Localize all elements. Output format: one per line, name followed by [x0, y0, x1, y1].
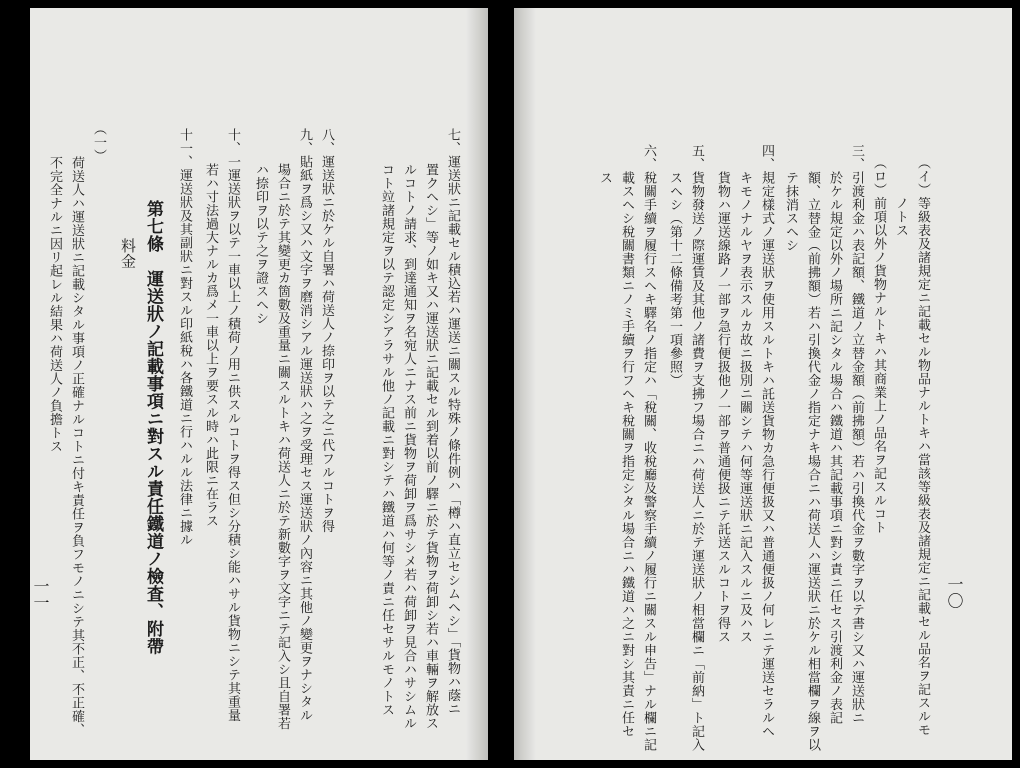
right-col-10: 貨物ハ運送線路ノ一部ヲ急行便扱他ノ一部ヲ普通便扱ニテ託送スルコトヲ得ス: [715, 144, 730, 644]
right-col-3: （ロ）前項以外ノ貨物ナルトキハ其商業上ノ品名ヲ記スルコト: [871, 156, 886, 534]
right-col-12: スヘシ（第十二條備考第一項參照）: [667, 144, 682, 387]
left-col-7: 場合ニ於テ其變更カ箇數及重量ニ關スルトキハ荷送人ニ於テ新數字ヲ文字ニテ記入シ且自署若: [275, 136, 290, 730]
left-page: [30, 8, 488, 760]
right-col-8: 四、規定樣式ノ運送狀ヲ使用スルトキハ託送貨物カ急行便扱又ハ普通便扱ノ何レニテ運送セラルヘ: [759, 144, 774, 738]
right-col-14: 載スヘシ稅關書類ニノミ手續ヲ行フヘキ稅關ヲ指定シタル場合ニハ鐵道ハ之ニ對シ其責ニ任セ: [619, 144, 634, 738]
right-col-1: （イ）等級表及諸規定ニ記載セル物品ナルトキハ當該等級表及諸規定ニ記載セル品名ヲ記スルモ: [915, 156, 930, 737]
item-col-2: 不完全ナルニ因リ起レル結果ハ荷送人ノ負擔トス: [47, 156, 62, 453]
left-col-1: 七、運送狀ニ記載セル積込若ハ運送ニ關スル特殊ノ條件例ハ「樽ハ直立セシムヘシ」「貨物ハ蔭ニ: [445, 128, 460, 716]
left-col-11: 十一、運送狀及其副狀ニ對スル印紙稅ハ各鐵道ニ行ハルル法律ニ據ル: [177, 128, 192, 547]
left-col-5: 八、運送狀ニ於ケル自署ハ荷送人ノ捺印ヲ以テ之ニ代フルコトヲ得: [319, 128, 334, 533]
right-col-15: ス: [597, 144, 612, 185]
right-col-9: キモノナルヤヲ表示スルカ故ニ扱別ニ關シテハ何等運送狀ニ記入スルニ及ハス: [737, 144, 752, 644]
item-col-1: 荷送人ハ運送狀ニ記載シタル事項ノ正確ナルコトニ付キ責任ヲ負フモノニシテ其不正、不正確、: [69, 156, 84, 737]
right-col-13: 六、稅關手續ヲ履行スヘキ驛名ノ指定ハ「稅關、收稅廳及警察手續ノ履行ニ關スル申告」ナル欄ニ記: [641, 144, 656, 752]
right-page-gutter-shadow: [514, 8, 536, 760]
left-col-3: ルコトノ請求、到達通知ヲ名宛人ニナス前ニ貨物ヲ荷卸ヲ爲サシメ若ハ荷卸ヲ見合ハサシムル: [401, 136, 416, 730]
right-col-7: テ抹消スヘシ: [783, 144, 798, 252]
left-col-2: 置クヘシ」等ノ如キ又ハ運送狀ニ記載セル到着以前ノ驛ニ於テ貨物ヲ荷卸シ若ハ車輛ヲ解放ス: [423, 136, 438, 730]
right-col-4: 三、引渡利金ハ表記額、鐵道ノ立替金額（前拂額）若ハ引換代金ヲ數字ヲ以テ書シ又ハ運送狀ニ: [849, 144, 864, 725]
right-col-2: ノトス: [893, 156, 908, 237]
left-col-9: 十、一運送狀ヲ以テ一車以上ノ積荷ノ用ニ供スルコトヲ得ス但シ分積シ能ハサル貨物ニシテ其重量: [225, 128, 240, 722]
right-col-11: 五、貨物發送ノ際運賃及其他ノ諸費ヲ支拂フ場合ニハ荷送人ニ於テ運送狀ノ相當欄ニ「前納」ト記入: [689, 144, 704, 752]
left-page-gutter-shadow: [466, 8, 488, 760]
page-number-right: 一〇: [945, 576, 964, 609]
left-col-6: 九、貼紙ヲ爲シ又ハ文字ヲ磨消シアル運送狀ハ之ヲ受理セス運送狀ノ內容ニ其他ノ變更ヲナシタル: [297, 128, 312, 722]
page-number-left: 一一: [31, 578, 50, 611]
article-title: 第七條 運送狀ノ記載事項ニ對スル責任鐵道ノ檢査、附帶: [143, 200, 163, 655]
item-marker: （一）: [91, 122, 106, 163]
right-col-6: 額、立替金（前拂額）若ハ引換代金ノ指定ナキ場合ニハ荷送人ハ運送狀ニ於ケル相當欄ヲ線ヲ以: [805, 144, 820, 752]
right-page: [514, 8, 1012, 760]
left-col-10: 若ハ寸法過大ナルカ爲メ一車以上ヲ要スル時ハ此限ニ在ラス: [203, 136, 218, 528]
left-col-8: ハ捺印ヲ以テ之ヲ證スヘシ: [253, 136, 268, 325]
right-col-5: 於ケル規定以外ノ場所ニ記シタル場合ハ鐵道ハ其記載事項ニ對シ責ニ任セス引渡利金ノ表記: [827, 144, 842, 725]
left-col-4: コト竝諸規定ヲ以テ認定シアラサル他ノ記載ニ對シテハ鐵道ハ何等ノ責ニ任セサルモノトス: [379, 136, 394, 717]
article-subtitle: 料金: [119, 238, 137, 269]
